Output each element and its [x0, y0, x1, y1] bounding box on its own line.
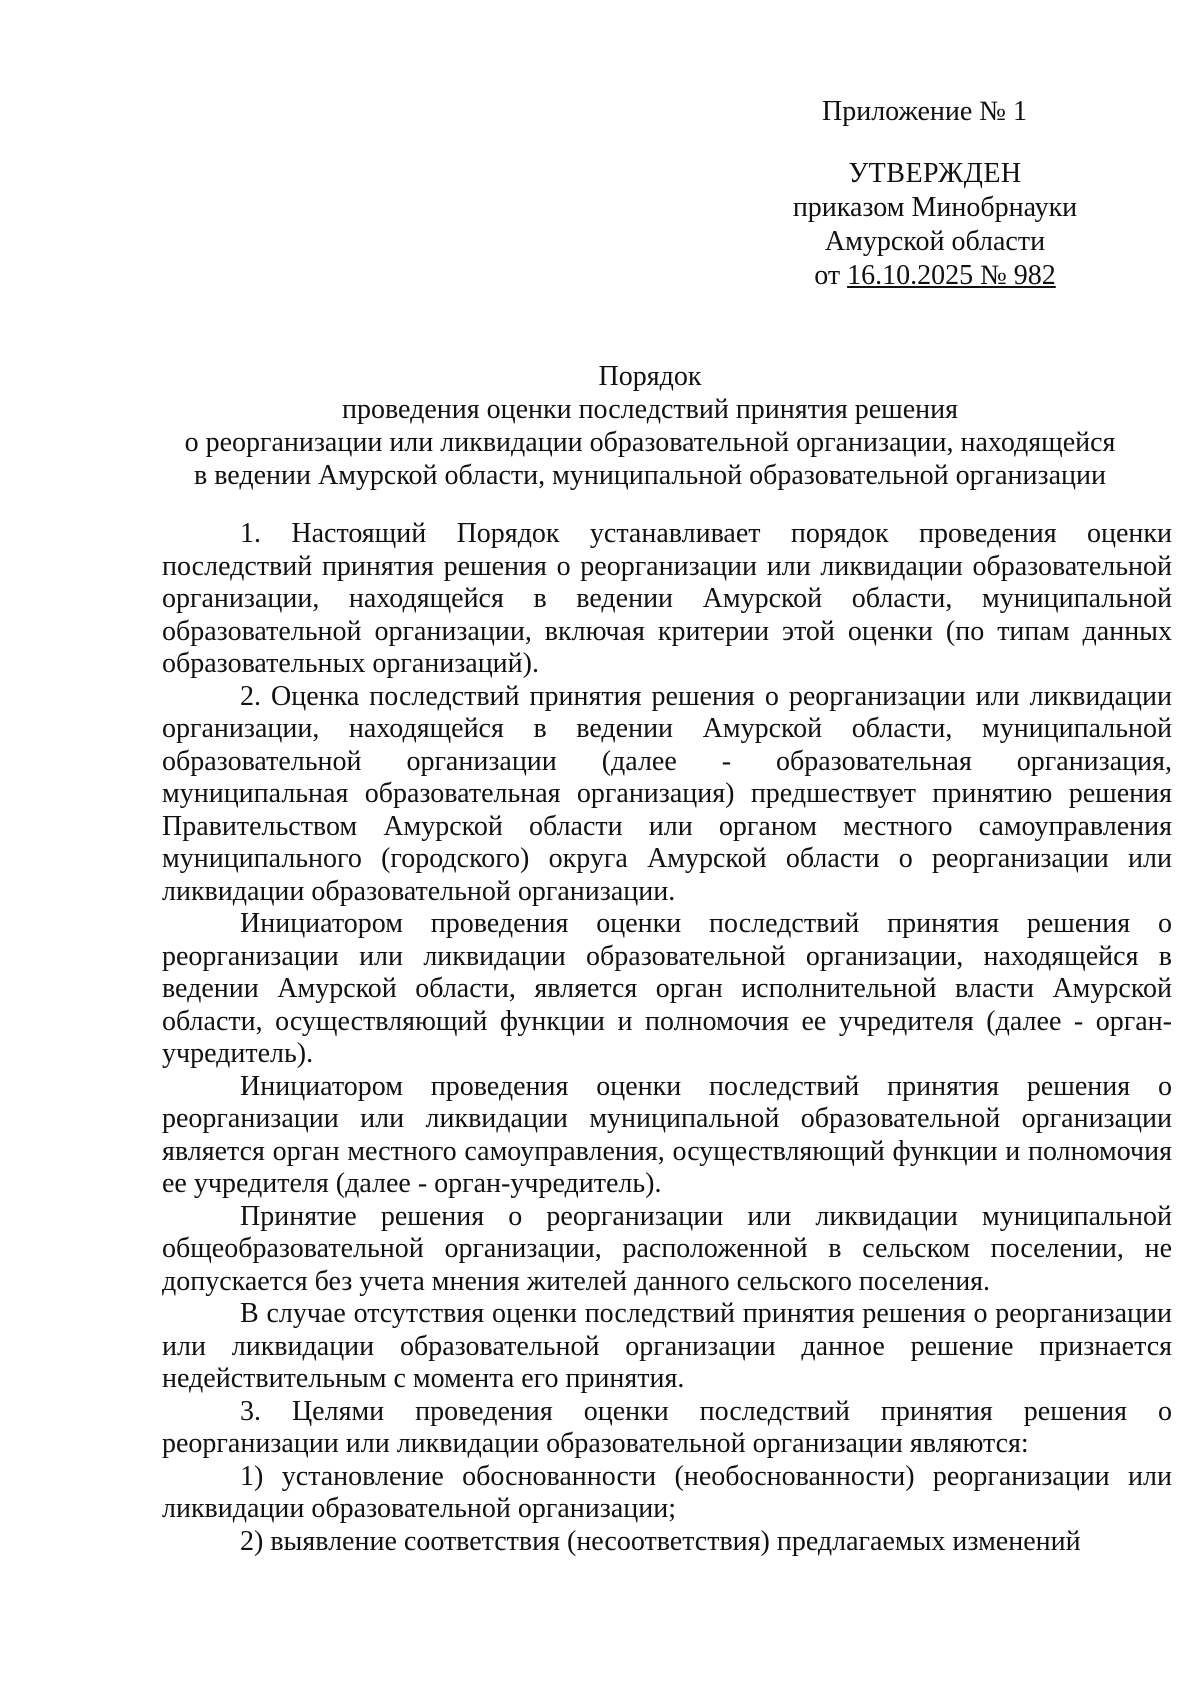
annex-label: Приложение № 1: [822, 96, 1027, 127]
paragraph-2: 2. Оценка последствий принятия решения о реорганизации или ликвидации организации, находящейся в ведении Амурской области, муниципальной образовательной организации (далее - образовательная организация, муниципальная образовательная организация) предшествует принятию решения Правительством Амурской области или органом местного самоуправления муниципального (городского) округа Амурской области о реорганизации или ликвидации образовательной организации.: [162, 680, 1172, 907]
list-item-goal-2: 2) выявление соответствия (несоответствия) предлагаемых изменений: [240, 1525, 1081, 1557]
heading-line: в ведении Амурской области, муниципальной образовательной организации: [194, 460, 1106, 491]
approval-region: Амурской области: [824, 226, 1046, 257]
approval-date-line: [770, 259, 1100, 293]
heading-title: Порядок: [598, 361, 702, 392]
approval-date-prefix: от: [814, 260, 841, 291]
paragraph-initiator-municipal: Инициатором проведения оценки последствий принятия решения о реорганизации или ликвидации муниципальной образовательной организации является орган местного самоуправления, осуществляющий функции и полномочия ее учредителя (далее - орган-учредитель).: [162, 1070, 1172, 1199]
paragraph-rural-opinion: Принятие решения о реорганизации или ликвидации муниципальной общеобразовательной организации, расположенной в сельском поселении, не допускается без учета мнения жителей данного сельского поселения.: [162, 1200, 1172, 1297]
approval-title: УТВЕРЖДЕН: [848, 158, 1022, 189]
heading-line: о реорганизации или ликвидации образовательной организации, находящейся: [184, 427, 1116, 458]
document-heading: [150, 360, 1150, 492]
paragraph-3-goals: 3. Целями проведения оценки последствий принятия решения о реорганизации или ликвидации образовательной организации являются:: [162, 1395, 1172, 1459]
approval-date-number: 16.10.2025 № 982: [847, 260, 1056, 291]
approval-issuer: приказом Минобрнауки: [792, 192, 1078, 223]
paragraph-invalidity: В случае отсутствия оценки последствий принятия решения о реорганизации или ликвидации образовательной организации данное решение признается недействительным с момента его принятия.: [162, 1298, 1172, 1394]
paragraph-1: 1. Настоящий Порядок устанавливает порядок проведения оценки последствий принятия решения о реорганизации или ликвидации образовательной организации, находящейся в ведении Амурской области, муниципальной образовательной организации, включая критерии этой оценки (по типам данных образовательных организаций).: [162, 518, 1172, 679]
list-item-goal-1: 1) установление обоснованности (необоснованности) реорганизации или ликвидации образовательной организации;: [162, 1460, 1172, 1524]
paragraph-initiator-regional: Инициатором проведения оценки последствий принятия решения о реорганизации или ликвидации образовательной организации, находящейся в ведении Амурской области, является орган исполнительной власти Амурской области, осуществляющий функции и полномочия ее учредителя (далее - орган-учредитель).: [162, 908, 1172, 1069]
document-body: [162, 518, 1172, 1558]
approval-stamp-block: [770, 157, 1100, 293]
heading-line: проведения оценки последствий принятия решения: [341, 394, 959, 425]
